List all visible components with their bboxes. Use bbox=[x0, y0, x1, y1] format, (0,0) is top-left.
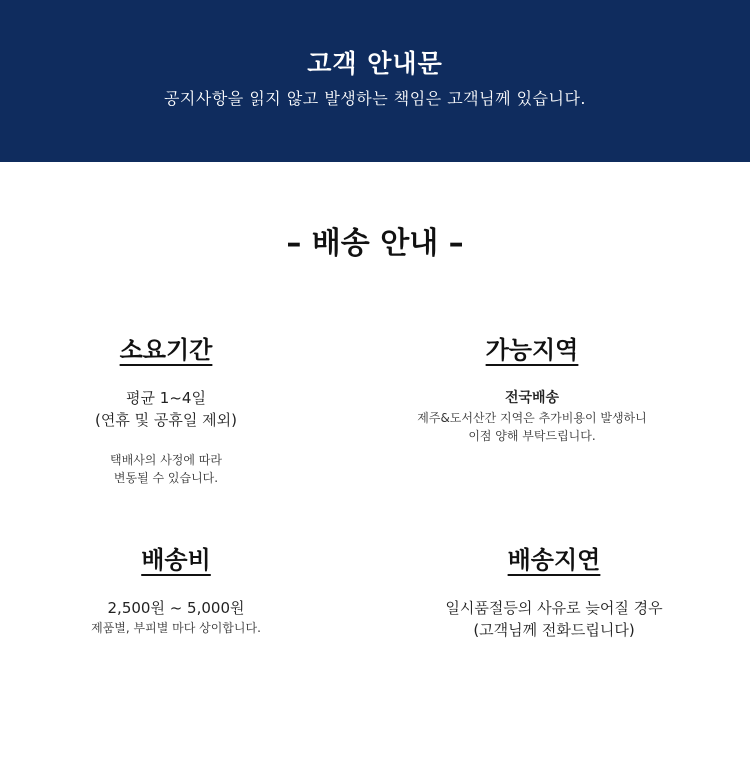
service-area-block bbox=[352, 330, 712, 445]
section-heading: – 배송 안내 – bbox=[286, 226, 464, 261]
lead-time-note1: 택배사의 사정에 따라 bbox=[110, 453, 222, 467]
shipping-fee-title: 배송비 bbox=[141, 546, 211, 574]
shipping-delay-line1: 일시품절등의 사유로 늦어질 경우 bbox=[445, 599, 663, 617]
shipping-delay-title: 배송지연 bbox=[507, 546, 601, 574]
banner-subtitle: 공지사항을 읽지 않고 발생하는 책임은 고객님께 있습니다. bbox=[163, 89, 587, 108]
banner-title: 고객 안내문 bbox=[307, 49, 443, 78]
lead-time-title: 소요기간 bbox=[119, 336, 213, 364]
lead-time-line2: (연휴 및 공휴일 제외) bbox=[95, 411, 237, 429]
shipping-delay-block bbox=[374, 540, 734, 641]
shipping-fee-note1: 제품별, 부피별 마다 상이합니다. bbox=[91, 621, 261, 635]
service-area-title: 가능지역 bbox=[485, 336, 579, 364]
lead-time-block bbox=[0, 330, 346, 487]
service-area-line1: 전국배송 bbox=[504, 390, 560, 406]
lead-time-note2: 변동될 수 있습니다. bbox=[113, 471, 219, 485]
service-area-note1: 제주&도서산간 지역은 추가비용이 발생하니 bbox=[417, 411, 647, 425]
shipping-fee-block bbox=[0, 540, 356, 637]
notice-banner bbox=[0, 0, 750, 162]
shipping-delay-line2: (고객님께 전화드립니다) bbox=[473, 621, 635, 639]
shipping-fee-line1: 2,500원 ~ 5,000원 bbox=[107, 599, 245, 617]
lead-time-line1: 평균 1~4일 bbox=[126, 389, 206, 407]
service-area-note2: 이점 양해 부탁드립니다. bbox=[468, 429, 596, 443]
